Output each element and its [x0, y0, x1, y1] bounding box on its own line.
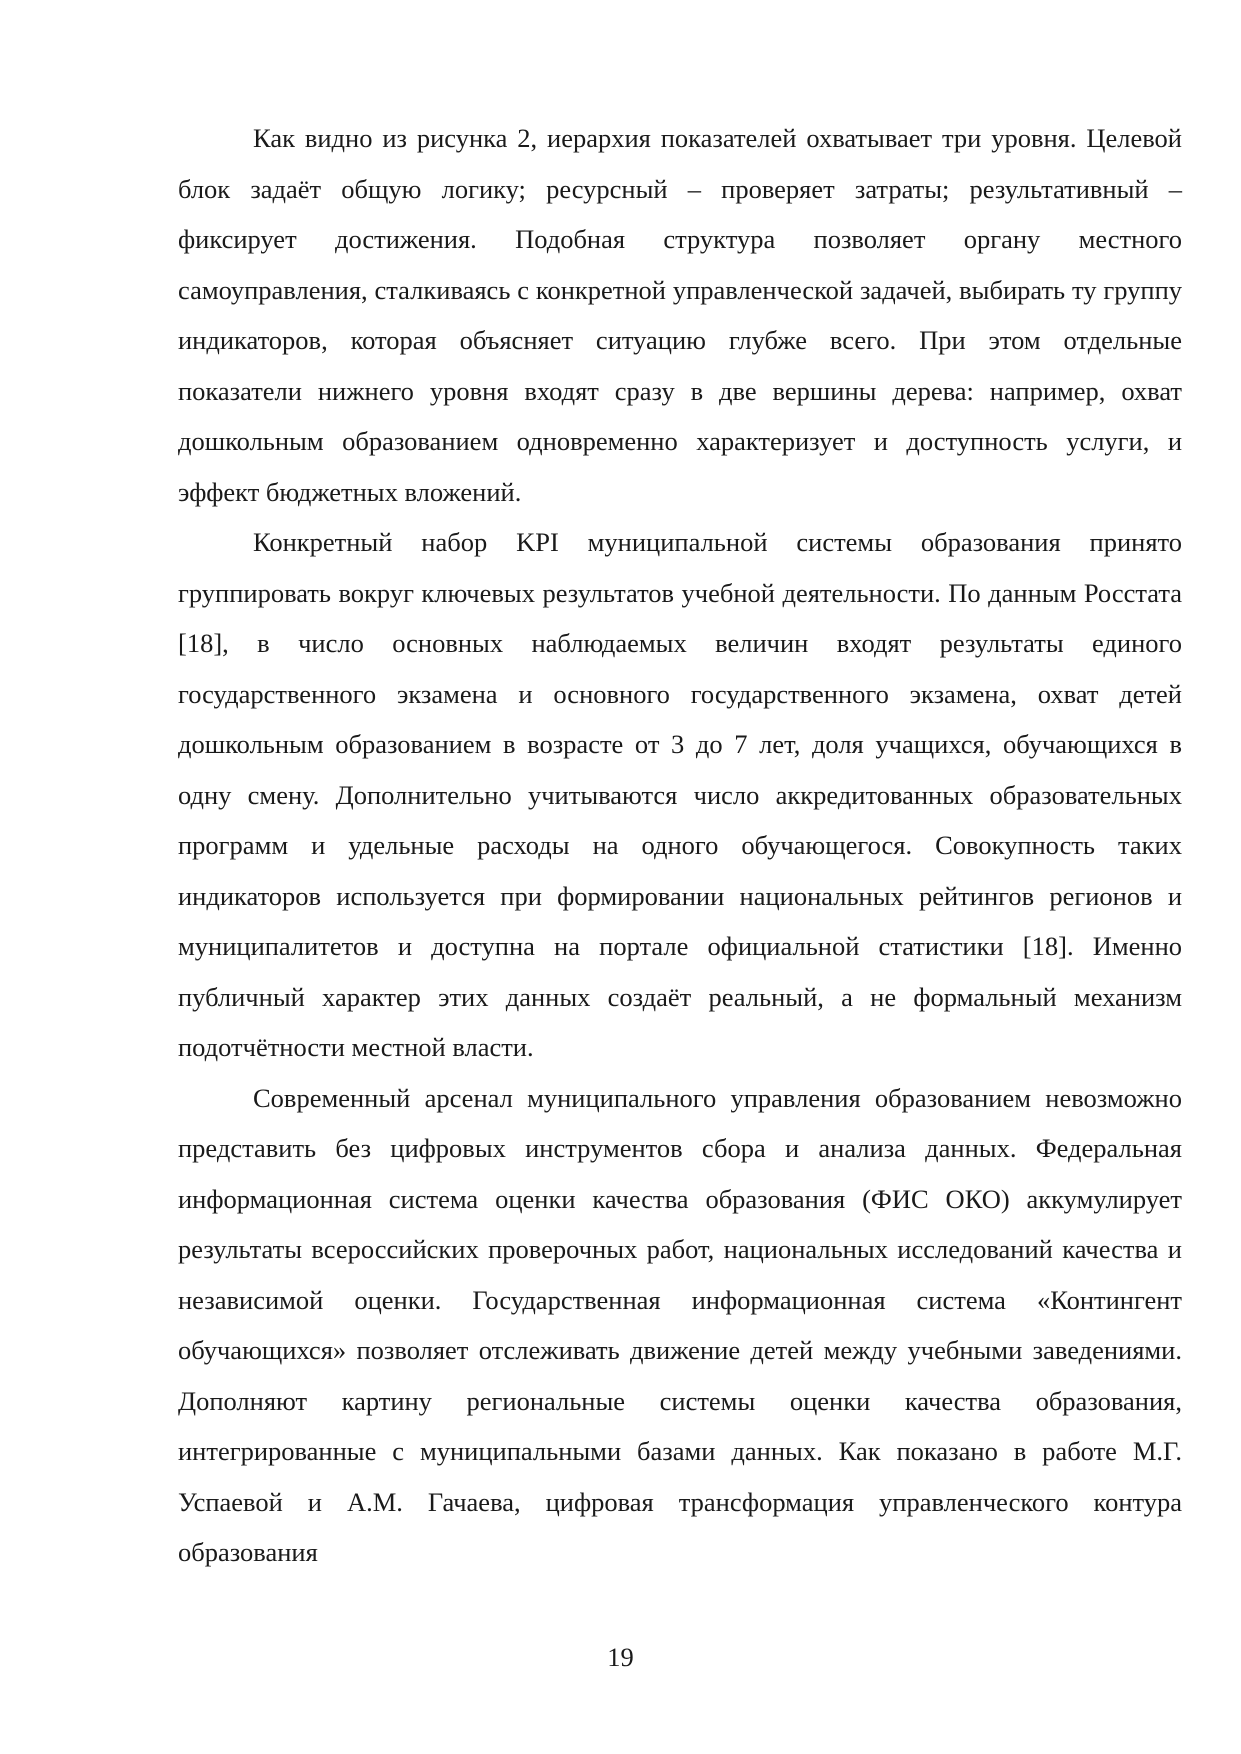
page-number: 19 [607, 1642, 634, 1672]
paragraph: Конкретный набор KPI муниципальной системы образования принято группировать вокруг ключевых результатов учебной деятельности. По данным Росстата [18], в число основных наблюдаемых величин входят результаты единого государственного экзамена и основного государственного экзамена, охват детей дошкольным образованием в возрасте от 3 до 7 лет, доля учащихся, обучающихся в одну смену. Дополнительно учитываются число аккредитованных образовательных программ и удельные расходы на одного обучающегося. Совокупность таких индикаторов используется при формировании национальных рейтингов регионов и муниципалитетов и доступна на портале официальной статистики [18]. Именно публичный характер этих данных создаёт реальный, а не формальный механизм подотчётности местной власти. [178, 527, 1182, 1062]
paragraph: Как видно из рисунка 2, иерархия показателей охватывает три уровня. Целевой блок задаёт общую логику; ресурсный – проверяет затраты; результативный – фиксирует достижения. Подобная структура позволяет органу местного самоуправления, сталкиваясь с конкретной управленческой задачей, выбирать ту группу индикаторов, которая объясняет ситуацию глубже всего. При этом отдельные показатели нижнего уровня входят сразу в две вершины дерева: например, охват дошкольным образованием одновременно характеризует и доступность услуги, и эффект бюджетных вложений. [178, 123, 1182, 507]
document-body [178, 113, 1182, 1578]
paragraph: Современный арсенал муниципального управления образованием невозможно представить без цифровых инструментов сбора и анализа данных. Федеральная информационная система оценки качества образования (ФИС ОКО) аккумулирует результаты всероссийских проверочных работ, национальных исследований качества и независимой оценки. Государственная информационная система «Контингент обучающихся» позволяет отслеживать движение детей между учебными заведениями. Дополняют картину региональные системы оценки качества образования, интегрированные с муниципальными базами данных. Как показано в работе М.Г. Успаевой и А.М. Гачаева, цифровая трансформация управленческого контура образования [178, 1082, 1182, 1567]
